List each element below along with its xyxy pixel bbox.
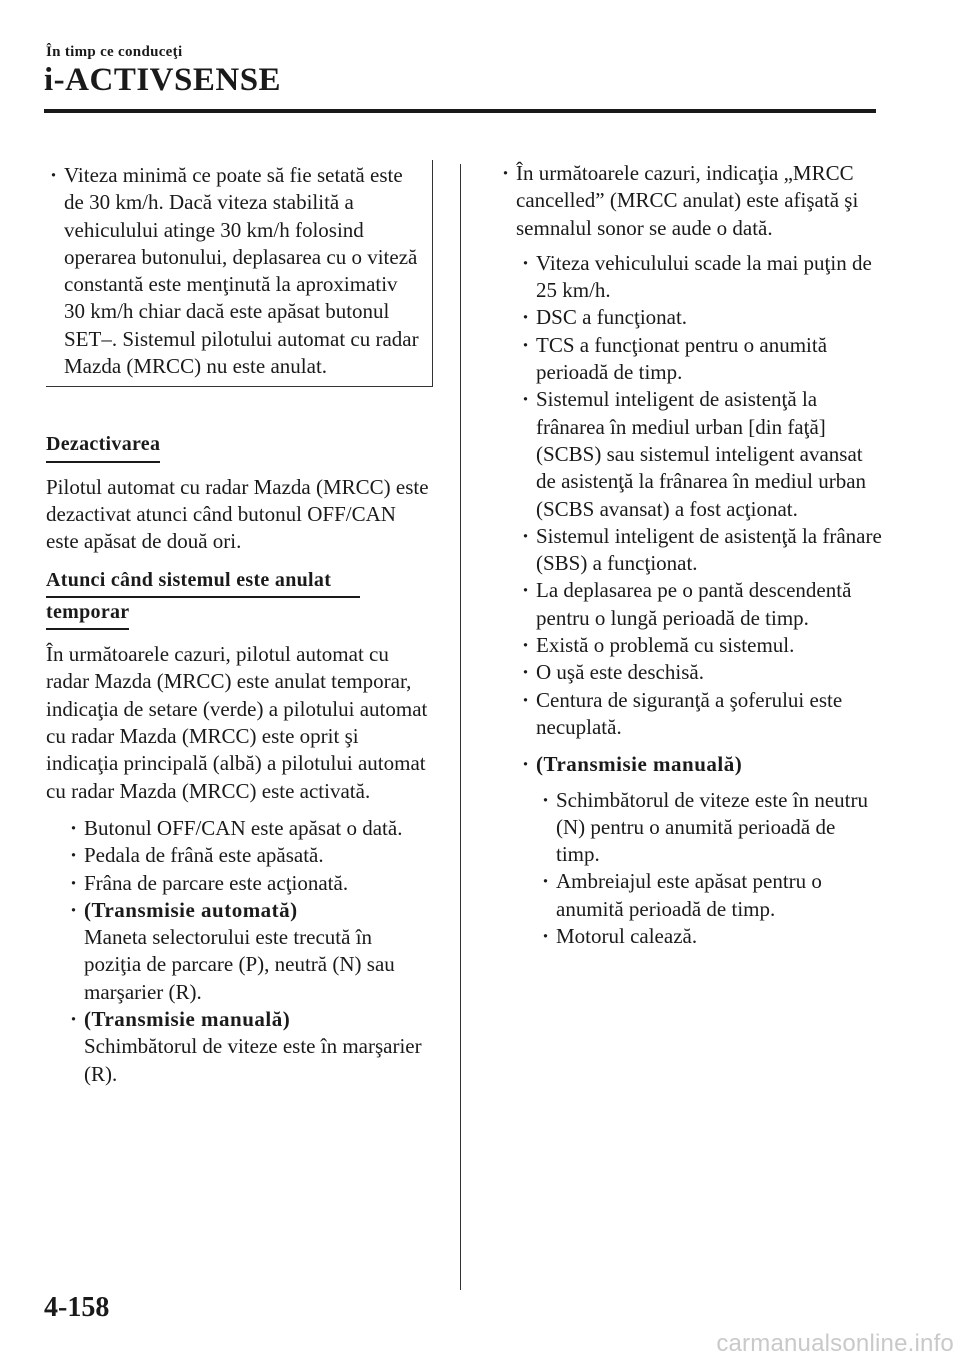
note-box <box>46 160 433 387</box>
temporary-cancel-heading <box>46 566 432 631</box>
list-item: · Motorul calează. <box>538 923 884 950</box>
temporary-cancel-heading-line1: Atunci când sistemul este anulat <box>46 567 360 598</box>
cancelled-intro: · În următoarele cazuri, indicaţia „MRCC cancelled” (MRCC anulat) este afişată şi semnalul sonor se aude o dată. <box>498 160 884 242</box>
header-rule <box>44 109 876 113</box>
list-item: · Frâna de parcare este acţionată. <box>66 870 432 897</box>
automatic-transmission-item <box>66 897 432 1006</box>
automatic-transmission-text: Maneta selectorului este trecută în poziţia de parcare (P), neutră (N) sau marşarier (R). <box>84 925 395 1004</box>
column-divider <box>460 164 461 1290</box>
temporary-cancel-heading-line2: temporar <box>46 599 129 630</box>
list-item: · Schimbătorul de viteze este în neutru (N) pentru o anumită perioadă de timp. <box>538 787 884 869</box>
deactivation-text: Pilotul automat cu radar Mazda (MRCC) este dezactivat atunci când butonul OFF/CAN este apăsat de două ori. <box>46 474 429 554</box>
page-number: 4-158 <box>44 1292 110 1323</box>
right-column <box>498 160 884 950</box>
temporary-cancel-text: În următoarele cazuri, pilotul automat cu radar Mazda (MRCC) este anulat temporar, indicaţia de setare (verde) a pilotului automat cu radar Mazda (MRCC) este oprit şi indicaţia principală (albă) a pilotului automat cu radar Mazda (MRCC) este activată. <box>46 642 428 803</box>
list-item: · Butonul OFF/CAN este apăsat o dată. <box>66 815 432 842</box>
automatic-transmission-heading: · (Transmisie automată) <box>84 897 298 922</box>
manual-transmission-heading-right: · (Transmisie manuală) <box>518 751 884 778</box>
list-item: · TCS a funcţionat pentru o anumită perioadă de timp. <box>518 332 884 387</box>
page-title: i-ACTIVSENSE <box>44 62 282 98</box>
section-label: În timp ce conduceţi <box>46 44 183 60</box>
deactivation-heading: Dezactivarea <box>46 431 160 462</box>
watermark: carmanualsonline.info <box>716 1330 954 1357</box>
list-item: · Există o problemă cu sistemul. <box>518 632 884 659</box>
list-item: · Sistemul inteligent de asistenţă la frânare (SBS) a funcţionat. <box>518 523 884 578</box>
list-item: · DSC a funcţionat. <box>518 304 884 331</box>
note-bullet: · Viteza minimă ce poate să fie setată este de 30 km/h. Dacă viteza stabilită a vehiculului atinge 30 km/h folosind operarea butonului, deplasarea cu o viteză constantă este menţinută la aproximativ 30 km/h chiar dacă este apăsat butonul SET–. Sistemul pilotului automat cu radar Mazda (MRCC) nu este anulat. <box>46 162 422 380</box>
manual-transmission-item <box>66 1006 432 1088</box>
list-item: · Ambreiajul este apăsat pentru o anumită perioadă de timp. <box>538 868 884 923</box>
list-item: · O uşă este deschisă. <box>518 659 884 686</box>
list-item: · La deplasarea pe o pantă descendentă pentru o lungă perioadă de timp. <box>518 577 884 632</box>
left-column <box>46 160 432 1088</box>
list-item: · Sistemul inteligent de asistenţă la frânarea în mediul urban [din faţă] (SCBS) sau sistemul inteligent avansat de asistenţă la frânarea în mediul urban (SCBS avansat) a fost acţionat. <box>518 386 884 522</box>
list-item: · Centura de siguranţă a şoferului este necuplată. <box>518 687 884 742</box>
list-item: · Viteza vehiculului scade la mai puţin de 25 km/h. <box>518 250 884 305</box>
manual-transmission-text: Schimbătorul de viteze este în marşarier (R). <box>84 1034 422 1086</box>
list-item: · Pedala de frână este apăsată. <box>66 842 432 869</box>
manual-transmission-heading: · (Transmisie manuală) <box>84 1007 291 1032</box>
